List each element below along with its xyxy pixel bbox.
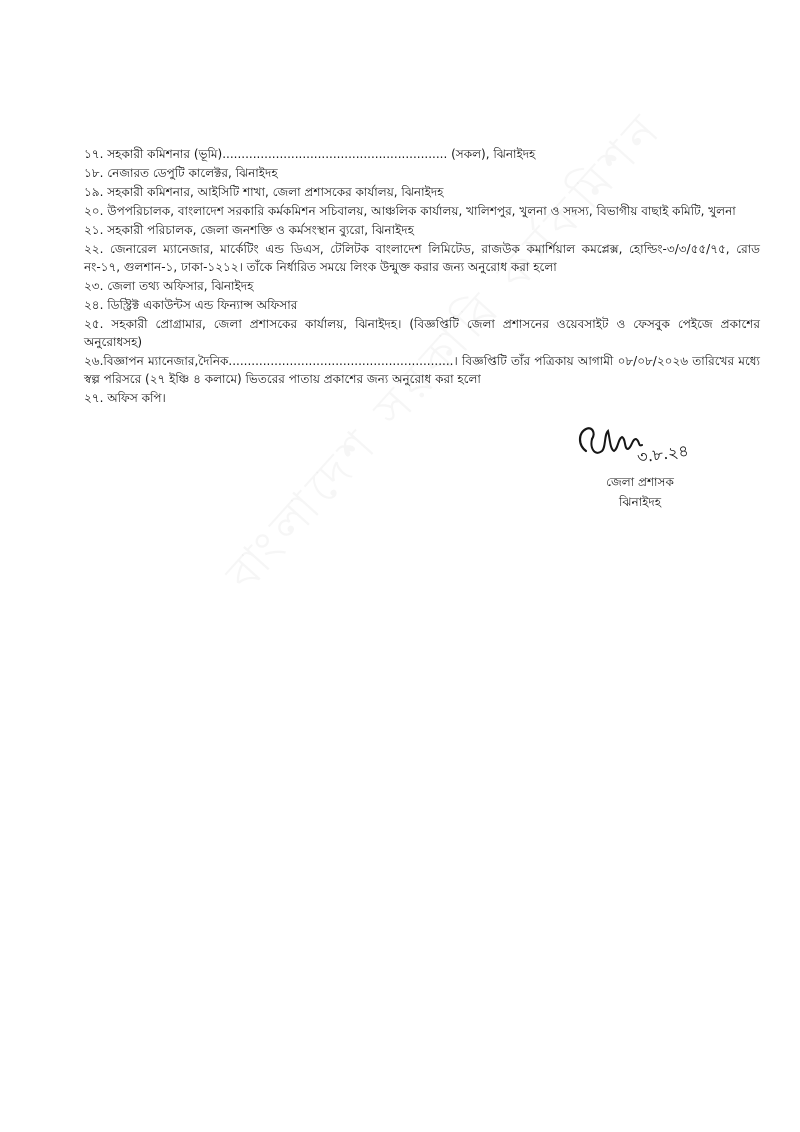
distribution-item-18: ১৮. নেজারত ডেপুটি কালেক্টর, ঝিনাইদহ — [84, 166, 278, 180]
distribution-item-21: ২১. সহকারী পরিচালক, জেলা জনশক্তি ও কর্মসংস্থান ব্যুরো, ঝিনাইদহ — [84, 223, 414, 237]
distribution-item-19: ১৯. সহকারী কমিশনার, আইসিটি শাখা, জেলা প্রশাসকের কার্যালয়, ঝিনাইদহ — [84, 185, 444, 199]
distribution-item-22: ২২. জেনারেল ম্যানেজার, মার্কেটিং এন্ড ডিএস, টেলিটক বাংলাদেশ লিমিটেড, রাজউক কমার্শিয়াল কমপ্লেক্স, হোল্ডিং-৩/৩/৫৫/৭৫, রোড নং-১৭, গুলশান-১, ঢাকা-১২১২। তাঁকে নির্ধারিত সময়ে লিংক উন্মুক্ত করার জন্য অনুরোধ করা হলো — [84, 242, 760, 274]
svg-text:৩.৮.২৪: ৩.৮.২৪ — [635, 440, 690, 467]
distribution-item-25: ২৫. সহকারী প্রোগ্রামার, জেলা প্রশাসকের কার্যালয়, ঝিনাইদহ। (বিজ্ঞপ্তিটি জেলা প্রশাসনের ওয়েবসাইট ও ফেসবুক পেইজে প্রকাশের অনুরোধসহ) — [84, 317, 760, 349]
distribution-item-17: ১৭. সহকারী কমিশনার (ভূমি)........................................................... (সকল), ঝিনাইদহ — [84, 147, 536, 161]
signatory-location: ঝিনাইদহ — [618, 495, 661, 509]
handwritten-signature — [572, 415, 690, 475]
distribution-list — [84, 145, 760, 408]
distribution-item-23: ২৩. জেলা তথ্য অফিসার, ঝিনাইদহ — [84, 279, 254, 293]
distribution-item-27: ২৭. অফিস কপি। — [84, 391, 166, 405]
distribution-item-20: ২০. উপপরিচালক, বাংলাদেশ সরকারি কর্মকমিশন সচিবালয়, আঞ্চলিক কার্যালয়, খালিশপুর, খুলনা ও সদস্য, বিভাগীয় বাছাই কমিটি, খুলনা — [84, 204, 736, 218]
signatory-designation: জেলা প্রশাসক — [606, 475, 674, 489]
signatory-block — [560, 472, 720, 512]
distribution-item-26: ২৬.বিজ্ঞাপন ম্যানেজার,দৈনিক...........................................................। বিজ্ঞপ্তিটি তাঁর পত্রিকায় আগামী ০৮/০৮/২০২৬ তারিখের মধ্যে স্বল্প পরিসরে (২৭ ইঞ্চি ৪ কলামে) ভিতরের পাতায় প্রকাশের জন্য অনুরোধ করা হলো — [84, 354, 760, 386]
distribution-item-24: ২৪. ডিস্ট্রিক্ট একাউন্টস এন্ড ফিন্যান্স অফিসার — [84, 298, 298, 312]
